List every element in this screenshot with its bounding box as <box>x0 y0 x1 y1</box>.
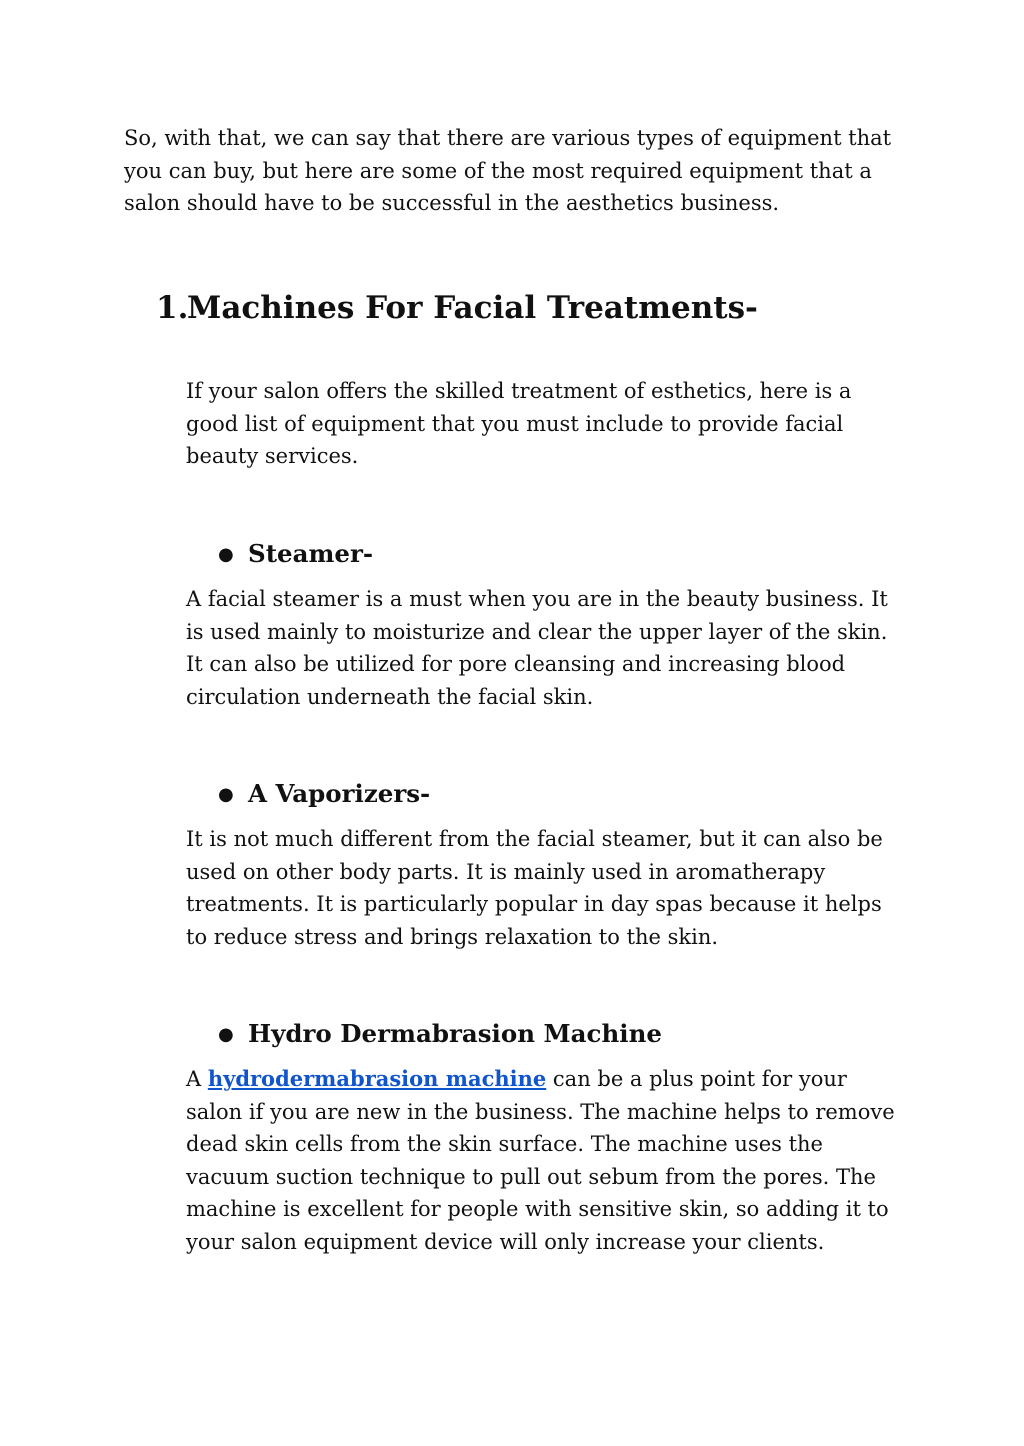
item-body-hydro-dermabrasion <box>186 1063 906 1258</box>
item-title-steamer <box>218 537 918 572</box>
section-lead-paragraph: If your salon offers the skilled treatment of esthetics, here is a good list of equipment that you must include to provide facial beauty services. <box>186 379 852 468</box>
section-number: 1. <box>156 290 189 326</box>
body-suffix: can be a plus point for your salon if you are new in the business. The machine helps to remove dead skin cells from the skin surface. The machine uses the vacuum suction technique to pull out sebum from the pores. The machine is excellent for people with sensitive skin, so adding it to your salon equipment device will only increase your clients. <box>186 1067 895 1254</box>
item-title-text: A Vaporizers- <box>248 779 431 808</box>
item-body-vaporizers: It is not much different from the facial steamer, but it can also be used on other body parts. It is mainly used in aromatherapy treatments. It is particularly popular in day spas because it helps to reduce stress and brings relaxation to the skin. <box>186 827 883 949</box>
item-body-steamer: A facial steamer is a must when you are in the beauty business. It is used mainly to moisturize and clear the upper layer of the skin. It can also be utilized for pore cleansing and increasing blood circulation underneath the facial skin. <box>186 587 888 709</box>
intro-paragraph: So, with that, we can say that there are various types of equipment that you can buy, but here are some of the most required equipment that a salon should have to be successful in the aesthetics business. <box>124 126 892 215</box>
bullet-icon: ● <box>218 1024 234 1045</box>
bullet-icon: ● <box>218 544 234 565</box>
item-title-vaporizers <box>218 777 918 812</box>
bullet-icon: ● <box>218 784 234 805</box>
hydrodermabrasion-machine-link[interactable]: hydrodermabrasion machine <box>207 1066 547 1091</box>
item-title-text: Hydro Dermabrasion Machine <box>248 1019 662 1048</box>
section-heading <box>156 286 916 330</box>
section-title: Machines For Facial Treatments- <box>187 290 758 326</box>
body-prefix: A <box>186 1067 208 1091</box>
item-title-hydro-dermabrasion <box>218 1017 918 1052</box>
item-title-text: Steamer- <box>248 539 374 568</box>
